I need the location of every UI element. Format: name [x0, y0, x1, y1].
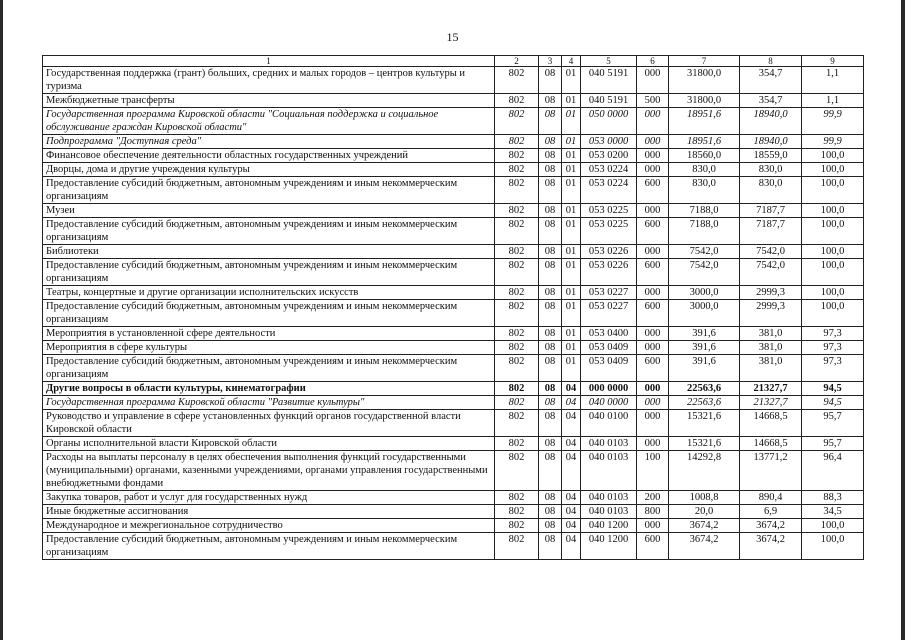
column-header: 4 [562, 56, 581, 67]
table-row [43, 218, 864, 245]
subsection-cell: 01 [562, 286, 581, 300]
approved-amount-cell: 7188,0 [669, 204, 740, 218]
approved-amount-cell: 31800,0 [669, 67, 740, 94]
section-cell: 08 [539, 533, 562, 560]
executed-amount-cell: 381,0 [740, 327, 802, 341]
departmental-code-cell: 802 [495, 491, 539, 505]
execution-percent-cell: 97,3 [802, 341, 864, 355]
departmental-code-cell: 802 [495, 218, 539, 245]
execution-percent-cell: 100,0 [802, 533, 864, 560]
executed-amount-cell: 7187,7 [740, 204, 802, 218]
approved-amount-cell: 830,0 [669, 177, 740, 204]
subsection-cell: 04 [562, 505, 581, 519]
executed-amount-cell: 830,0 [740, 163, 802, 177]
row-name-cell: Государственная поддержка (грант) больших, средних и малых городов – центров культуры и туризма [43, 67, 495, 94]
executed-amount-cell: 18940,0 [740, 135, 802, 149]
column-header: 1 [43, 56, 495, 67]
row-name-cell: Расходы на выплаты персоналу в целях обеспечения выполнения функций государственными (муниципальными) органами, казенными учреждениями, органами управления государственными внебюджетными фондами [43, 451, 495, 491]
table-row [43, 396, 864, 410]
approved-amount-cell: 22563,6 [669, 396, 740, 410]
subsection-cell: 01 [562, 218, 581, 245]
table-row [43, 163, 864, 177]
subsection-cell: 01 [562, 177, 581, 204]
scan-edge-left [0, 0, 3, 640]
table-row [43, 259, 864, 286]
table-row [43, 177, 864, 204]
departmental-code-cell: 802 [495, 300, 539, 327]
column-header: 6 [637, 56, 669, 67]
row-name-cell: Мероприятия в установленной сфере деятельности [43, 327, 495, 341]
departmental-code-cell: 802 [495, 505, 539, 519]
subsection-cell: 04 [562, 519, 581, 533]
departmental-code-cell: 802 [495, 341, 539, 355]
row-name-cell: Закупка товаров, работ и услуг для государственных нужд [43, 491, 495, 505]
executed-amount-cell: 2999,3 [740, 300, 802, 327]
table-row [43, 94, 864, 108]
execution-percent-cell: 100,0 [802, 218, 864, 245]
row-name-cell: Международное и межрегиональное сотрудничество [43, 519, 495, 533]
execution-percent-cell: 88,3 [802, 491, 864, 505]
departmental-code-cell: 802 [495, 94, 539, 108]
table-row [43, 355, 864, 382]
expense-type-cell: 000 [637, 149, 669, 163]
execution-percent-cell: 94,5 [802, 382, 864, 396]
target-item-cell: 000 0000 [581, 382, 637, 396]
section-cell: 08 [539, 245, 562, 259]
executed-amount-cell: 14668,5 [740, 410, 802, 437]
departmental-code-cell: 802 [495, 286, 539, 300]
subsection-cell: 04 [562, 533, 581, 560]
table-row [43, 286, 864, 300]
subsection-cell: 01 [562, 135, 581, 149]
table-row [43, 437, 864, 451]
page-number: 15 [446, 30, 459, 44]
section-cell: 08 [539, 67, 562, 94]
expense-type-cell: 000 [637, 410, 669, 437]
expense-type-cell: 000 [637, 341, 669, 355]
execution-percent-cell: 1,1 [802, 94, 864, 108]
execution-percent-cell: 100,0 [802, 286, 864, 300]
approved-amount-cell: 7188,0 [669, 218, 740, 245]
section-cell: 08 [539, 519, 562, 533]
executed-amount-cell: 14668,5 [740, 437, 802, 451]
approved-amount-cell: 15321,6 [669, 437, 740, 451]
expense-type-cell: 000 [637, 437, 669, 451]
target-item-cell: 053 0225 [581, 218, 637, 245]
section-cell: 08 [539, 505, 562, 519]
column-header: 9 [802, 56, 864, 67]
expense-type-cell: 000 [637, 519, 669, 533]
execution-percent-cell: 100,0 [802, 163, 864, 177]
execution-percent-cell: 100,0 [802, 245, 864, 259]
section-cell: 08 [539, 355, 562, 382]
expense-type-cell: 800 [637, 505, 669, 519]
execution-percent-cell: 94,5 [802, 396, 864, 410]
target-item-cell: 040 5191 [581, 67, 637, 94]
subsection-cell: 04 [562, 382, 581, 396]
section-cell: 08 [539, 177, 562, 204]
expense-type-cell: 000 [637, 135, 669, 149]
departmental-code-cell: 802 [495, 163, 539, 177]
execution-percent-cell: 100,0 [802, 149, 864, 163]
subsection-cell: 04 [562, 491, 581, 505]
row-name-cell: Предоставление субсидий бюджетным, автономным учреждениям и иным некоммерческим организациям [43, 355, 495, 382]
execution-percent-cell: 100,0 [802, 300, 864, 327]
execution-percent-cell: 100,0 [802, 259, 864, 286]
subsection-cell: 01 [562, 327, 581, 341]
subsection-cell: 01 [562, 163, 581, 177]
executed-amount-cell: 830,0 [740, 177, 802, 204]
approved-amount-cell: 18560,0 [669, 149, 740, 163]
section-cell: 08 [539, 327, 562, 341]
executed-amount-cell: 13771,2 [740, 451, 802, 491]
executed-amount-cell: 381,0 [740, 355, 802, 382]
execution-percent-cell: 99,9 [802, 108, 864, 135]
row-name-cell: Государственная программа Кировской области "Развитие культуры" [43, 396, 495, 410]
column-header: 7 [669, 56, 740, 67]
departmental-code-cell: 802 [495, 533, 539, 560]
target-item-cell: 053 0200 [581, 149, 637, 163]
execution-percent-cell: 100,0 [802, 204, 864, 218]
executed-amount-cell: 2999,3 [740, 286, 802, 300]
row-name-cell: Другие вопросы в области культуры, кинематографии [43, 382, 495, 396]
executed-amount-cell: 890,4 [740, 491, 802, 505]
departmental-code-cell: 802 [495, 437, 539, 451]
executed-amount-cell: 381,0 [740, 341, 802, 355]
departmental-code-cell: 802 [495, 410, 539, 437]
column-header: 5 [581, 56, 637, 67]
executed-amount-cell: 7187,7 [740, 218, 802, 245]
subsection-cell: 01 [562, 355, 581, 382]
table-row [43, 327, 864, 341]
departmental-code-cell: 802 [495, 67, 539, 94]
target-item-cell: 040 0103 [581, 505, 637, 519]
row-name-cell: Предоставление субсидий бюджетным, автономным учреждениям и иным некоммерческим организациям [43, 533, 495, 560]
approved-amount-cell: 18951,6 [669, 108, 740, 135]
executed-amount-cell: 6,9 [740, 505, 802, 519]
approved-amount-cell: 18951,6 [669, 135, 740, 149]
subsection-cell: 01 [562, 108, 581, 135]
target-item-cell: 053 0400 [581, 327, 637, 341]
departmental-code-cell: 802 [495, 204, 539, 218]
section-cell: 08 [539, 204, 562, 218]
target-item-cell: 053 0227 [581, 286, 637, 300]
table-row [43, 135, 864, 149]
subsection-cell: 04 [562, 451, 581, 491]
subsection-cell: 01 [562, 341, 581, 355]
departmental-code-cell: 802 [495, 382, 539, 396]
column-header: 2 [495, 56, 539, 67]
target-item-cell: 053 0226 [581, 245, 637, 259]
target-item-cell: 053 0409 [581, 355, 637, 382]
execution-percent-cell: 1,1 [802, 67, 864, 94]
row-name-cell: Дворцы, дома и другие учреждения культуры [43, 163, 495, 177]
executed-amount-cell: 7542,0 [740, 245, 802, 259]
section-cell: 08 [539, 382, 562, 396]
executed-amount-cell: 3674,2 [740, 533, 802, 560]
section-cell: 08 [539, 94, 562, 108]
section-cell: 08 [539, 451, 562, 491]
section-cell: 08 [539, 108, 562, 135]
column-header: 8 [740, 56, 802, 67]
target-item-cell: 053 0227 [581, 300, 637, 327]
expense-type-cell: 600 [637, 533, 669, 560]
section-cell: 08 [539, 410, 562, 437]
target-item-cell: 053 0409 [581, 341, 637, 355]
approved-amount-cell: 31800,0 [669, 94, 740, 108]
row-name-cell: Подпрограмма "Доступная среда" [43, 135, 495, 149]
subsection-cell: 04 [562, 437, 581, 451]
subsection-cell: 01 [562, 300, 581, 327]
row-name-cell: Иные бюджетные ассигнования [43, 505, 495, 519]
expense-type-cell: 000 [637, 108, 669, 135]
departmental-code-cell: 802 [495, 451, 539, 491]
row-name-cell: Мероприятия в сфере культуры [43, 341, 495, 355]
target-item-cell: 040 0103 [581, 491, 637, 505]
expense-type-cell: 000 [637, 204, 669, 218]
approved-amount-cell: 3000,0 [669, 300, 740, 327]
row-name-cell: Предоставление субсидий бюджетным, автономным учреждениям и иным некоммерческим организациям [43, 177, 495, 204]
section-cell: 08 [539, 491, 562, 505]
table-row [43, 67, 864, 94]
expense-type-cell: 000 [637, 286, 669, 300]
approved-amount-cell: 391,6 [669, 341, 740, 355]
departmental-code-cell: 802 [495, 259, 539, 286]
expense-type-cell: 600 [637, 218, 669, 245]
scan-edge-right [901, 0, 905, 640]
executed-amount-cell: 18559,0 [740, 149, 802, 163]
departmental-code-cell: 802 [495, 355, 539, 382]
approved-amount-cell: 14292,8 [669, 451, 740, 491]
subsection-cell: 01 [562, 94, 581, 108]
table-row [43, 300, 864, 327]
row-name-cell: Органы исполнительной власти Кировской области [43, 437, 495, 451]
section-cell: 08 [539, 437, 562, 451]
row-name-cell: Предоставление субсидий бюджетным, автономным учреждениям и иным некоммерческим организациям [43, 259, 495, 286]
execution-percent-cell: 34,5 [802, 505, 864, 519]
subsection-cell: 04 [562, 410, 581, 437]
budget-table [42, 55, 864, 560]
expense-type-cell: 500 [637, 94, 669, 108]
table-row [43, 382, 864, 396]
target-item-cell: 053 0224 [581, 177, 637, 204]
expense-type-cell: 000 [637, 327, 669, 341]
approved-amount-cell: 1008,8 [669, 491, 740, 505]
table-row [43, 410, 864, 437]
table-body [43, 67, 864, 560]
departmental-code-cell: 802 [495, 519, 539, 533]
approved-amount-cell: 7542,0 [669, 245, 740, 259]
target-item-cell: 040 0000 [581, 396, 637, 410]
expense-type-cell: 600 [637, 300, 669, 327]
execution-percent-cell: 95,7 [802, 437, 864, 451]
execution-percent-cell: 96,4 [802, 451, 864, 491]
section-cell: 08 [539, 218, 562, 245]
row-name-cell: Государственная программа Кировской области "Социальная поддержка и социальное обслуживание граждан Кировской области" [43, 108, 495, 135]
target-item-cell: 053 0225 [581, 204, 637, 218]
expense-type-cell: 600 [637, 355, 669, 382]
table-row [43, 108, 864, 135]
section-cell: 08 [539, 396, 562, 410]
table-row [43, 245, 864, 259]
table-row [43, 451, 864, 491]
approved-amount-cell: 391,6 [669, 327, 740, 341]
approved-amount-cell: 3674,2 [669, 519, 740, 533]
approved-amount-cell: 22563,6 [669, 382, 740, 396]
departmental-code-cell: 802 [495, 327, 539, 341]
executed-amount-cell: 3674,2 [740, 519, 802, 533]
executed-amount-cell: 21327,7 [740, 382, 802, 396]
section-cell: 08 [539, 286, 562, 300]
executed-amount-cell: 7542,0 [740, 259, 802, 286]
departmental-code-cell: 802 [495, 177, 539, 204]
departmental-code-cell: 802 [495, 245, 539, 259]
target-item-cell: 040 0103 [581, 437, 637, 451]
row-name-cell: Музеи [43, 204, 495, 218]
approved-amount-cell: 20,0 [669, 505, 740, 519]
row-name-cell: Предоставление субсидий бюджетным, автономным учреждениям и иным некоммерческим организациям [43, 218, 495, 245]
executed-amount-cell: 21327,7 [740, 396, 802, 410]
approved-amount-cell: 3674,2 [669, 533, 740, 560]
row-name-cell: Библиотеки [43, 245, 495, 259]
execution-percent-cell: 99,9 [802, 135, 864, 149]
header-row [43, 56, 864, 67]
section-cell: 08 [539, 163, 562, 177]
subsection-cell: 04 [562, 396, 581, 410]
expense-type-cell: 200 [637, 491, 669, 505]
section-cell: 08 [539, 135, 562, 149]
execution-percent-cell: 100,0 [802, 177, 864, 204]
execution-percent-cell: 95,7 [802, 410, 864, 437]
row-name-cell: Предоставление субсидий бюджетным, автономным учреждениям и иным некоммерческим организациям [43, 300, 495, 327]
approved-amount-cell: 3000,0 [669, 286, 740, 300]
execution-percent-cell: 97,3 [802, 327, 864, 341]
executed-amount-cell: 354,7 [740, 94, 802, 108]
departmental-code-cell: 802 [495, 135, 539, 149]
row-name-cell: Руководство и управление в сфере установленных функций органов государственной власти Кировской области [43, 410, 495, 437]
column-header: 3 [539, 56, 562, 67]
target-item-cell: 053 0224 [581, 163, 637, 177]
expense-type-cell: 000 [637, 382, 669, 396]
expense-type-cell: 000 [637, 245, 669, 259]
section-cell: 08 [539, 259, 562, 286]
subsection-cell: 01 [562, 204, 581, 218]
expense-type-cell: 000 [637, 396, 669, 410]
subsection-cell: 01 [562, 149, 581, 163]
target-item-cell: 040 0100 [581, 410, 637, 437]
row-name-cell: Финансовое обеспечение деятельности областных государственных учреждений [43, 149, 495, 163]
target-item-cell: 040 5191 [581, 94, 637, 108]
target-item-cell: 050 0000 [581, 108, 637, 135]
expense-type-cell: 000 [637, 67, 669, 94]
expense-type-cell: 100 [637, 451, 669, 491]
table-row [43, 149, 864, 163]
expense-type-cell: 000 [637, 163, 669, 177]
table-row [43, 533, 864, 560]
subsection-cell: 01 [562, 245, 581, 259]
target-item-cell: 053 0000 [581, 135, 637, 149]
execution-percent-cell: 97,3 [802, 355, 864, 382]
table-row [43, 491, 864, 505]
executed-amount-cell: 354,7 [740, 67, 802, 94]
approved-amount-cell: 830,0 [669, 163, 740, 177]
table-row [43, 519, 864, 533]
target-item-cell: 040 1200 [581, 533, 637, 560]
row-name-cell: Театры, концертные и другие организации исполнительских искусств [43, 286, 495, 300]
departmental-code-cell: 802 [495, 108, 539, 135]
subsection-cell: 01 [562, 259, 581, 286]
subsection-cell: 01 [562, 67, 581, 94]
approved-amount-cell: 391,6 [669, 355, 740, 382]
section-cell: 08 [539, 341, 562, 355]
row-name-cell: Межбюджетные трансферты [43, 94, 495, 108]
table-row [43, 341, 864, 355]
approved-amount-cell: 15321,6 [669, 410, 740, 437]
approved-amount-cell: 7542,0 [669, 259, 740, 286]
table-row [43, 505, 864, 519]
target-item-cell: 040 0103 [581, 451, 637, 491]
executed-amount-cell: 18940,0 [740, 108, 802, 135]
section-cell: 08 [539, 300, 562, 327]
target-item-cell: 040 1200 [581, 519, 637, 533]
expense-type-cell: 600 [637, 259, 669, 286]
execution-percent-cell: 100,0 [802, 519, 864, 533]
expense-type-cell: 600 [637, 177, 669, 204]
departmental-code-cell: 802 [495, 149, 539, 163]
departmental-code-cell: 802 [495, 396, 539, 410]
target-item-cell: 053 0226 [581, 259, 637, 286]
table-row [43, 204, 864, 218]
section-cell: 08 [539, 149, 562, 163]
